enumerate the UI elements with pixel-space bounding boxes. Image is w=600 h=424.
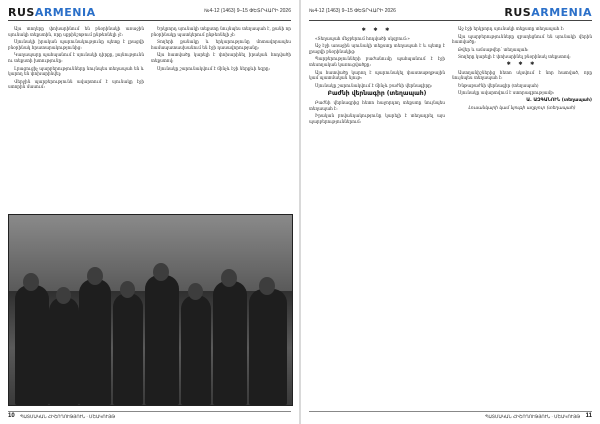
right-page-column-2 (452, 26, 592, 410)
paragraph: Բաժնի վերնագրից հետո հաջորդող տեքստը նույնպես տեղապահ է։ (309, 99, 445, 111)
left-page-footer (8, 411, 291, 420)
paragraph: «Տեղապահ մեջբերում հոդվածի սկզբում։» (315, 35, 410, 41)
left-page-column-2 (151, 26, 291, 210)
right-page-footer (309, 411, 592, 420)
issue-line: №4-12 (1463) 9–15 ՓԵՏՐՎԱՐԻ 2026 (204, 8, 291, 14)
footer-text: ՊԱՏՄԱԿԱՆ ՀԻՇՈՂՈՒԹՅՈՒՆ · ՄՇԱԿՈՒՅԹ (20, 414, 115, 419)
right-page-column-1 (309, 26, 445, 410)
left-page-header (8, 6, 291, 21)
column-body-continued (309, 100, 445, 124)
footer-text: ՊԱՏՄԱԿԱՆ ՀԻՇՈՂՈՒԹՅՈՒՆ · ՄՇԱԿՈՒՅԹ (485, 414, 580, 419)
paragraph: Տողերը կարելի է փոխարինել բնօրինակ տեքստով։ (458, 54, 571, 60)
paragraph: Լրացուցիչ պարբերությունները նույնպես տեղապահ են և կարող են փոխարինվել։ (8, 65, 144, 77)
paragraph: Սյունակի իրական պարունակությունը պետք է լրացվի բնօրինակ հրատարակությունից։ (8, 39, 144, 50)
column-body-continued (452, 70, 592, 96)
paragraph: Աջ էջի երկրորդ սյունակի տեքստը տեղապահ է։ (458, 26, 565, 31)
page-number: 11 (585, 413, 592, 419)
section-stars: ✱ ✱ ✱ (506, 60, 538, 67)
column-body (452, 26, 592, 60)
section-stars: ✱ ✱ ✱ (361, 27, 393, 33)
brand-logo: RUSARMENIA (8, 6, 96, 19)
right-page (301, 0, 600, 424)
paragraph: Երկրորդ սյունակի տեքստը նույնպես տեղապահ է, քանի որ բնօրինակը պատկերում ընթեռնելի չէ։ (151, 26, 291, 37)
paragraph: Այս հատվածը կարող է պարունակել փաստաթղթային կամ պատմական նյութ։ (309, 69, 445, 81)
paragraph: Ենթաբաժնի վերնագիր (տեղապահ) (458, 82, 539, 88)
brand-logo: RUSARMENIA (504, 6, 592, 19)
paragraph: Իրական բովանդակությունը կարելի է տեղադրել այս պարբերություններում։ (309, 113, 445, 124)
left-page-column-1 (8, 26, 144, 210)
paragraph: Այս պարբերությունները զբաղեցնում են սյունակի վերին հատվածը։ (452, 33, 592, 45)
archival-group-photo (8, 214, 293, 406)
section-title: Բաժնի վերնագիր (տեղապահ) (327, 90, 427, 98)
paragraph: Աստղանիշներից հետո սկսվում է նոր հատված, որը նույնպես տեղապահ է։ (452, 69, 592, 81)
paragraph: Տողերի քանակը և երկարությունը մոտավորապես համապատասխանում են էջի դասավորությանը։ (151, 39, 291, 50)
author-signature: Ա. ԱԶԳԱՆՈՒՆ (տեղապահ) (526, 97, 592, 103)
paragraph: Սյունակը շարունակվում է մինչև բաժնի վերնագիրը։ (315, 82, 433, 88)
page-number: 10 (8, 413, 15, 419)
issue-line: №4-12 (1463) 9–15 ՓԵՏՐՎԱՐԻ 2026 (309, 8, 396, 14)
paragraph: Այս հատվածը կարելի է փոխարինել իրական հոդվածի տեքստով։ (151, 52, 291, 63)
paragraph: Սյունակը ավարտվում է ստորագրությամբ։ (458, 90, 555, 96)
paragraph: Այս տողերը փոխարինում են բնօրինակի առաջին սյունակի տեքստին, որը սքրինշոթում ընթեռնելի չէ։ (8, 26, 144, 37)
paragraph: Աջ էջի առաջին սյունակի տեքստը տեղապահ է և պետք է լրացվի բնօրինակից։ (309, 43, 445, 54)
paragraph: Թվեր և ամսաթվեր՝ տեղապահ։ (458, 46, 529, 52)
paragraph: Վերջին պարբերությունն ավարտում է սյունակը էջի ստորին մասում։ (8, 78, 144, 90)
column-body (309, 36, 445, 89)
paragraph: Պարբերությունների բաժանումը պահպանում է էջի տեսողական կառուցվածքը։ (309, 56, 445, 67)
paragraph: Կաղապարը պահպանում է սյունակի դիրքը, լայնությունն ու տեքստի խտությունը։ (8, 52, 144, 63)
signature-note: Լուսանկարի կամ նյութի աղբյուր (տեղապահ) (468, 105, 576, 111)
left-page (0, 0, 299, 424)
paragraph: Սյունակը շարունակվում է մինչև էջի ներքևի եզրը։ (157, 65, 271, 71)
right-page-header (309, 6, 592, 21)
